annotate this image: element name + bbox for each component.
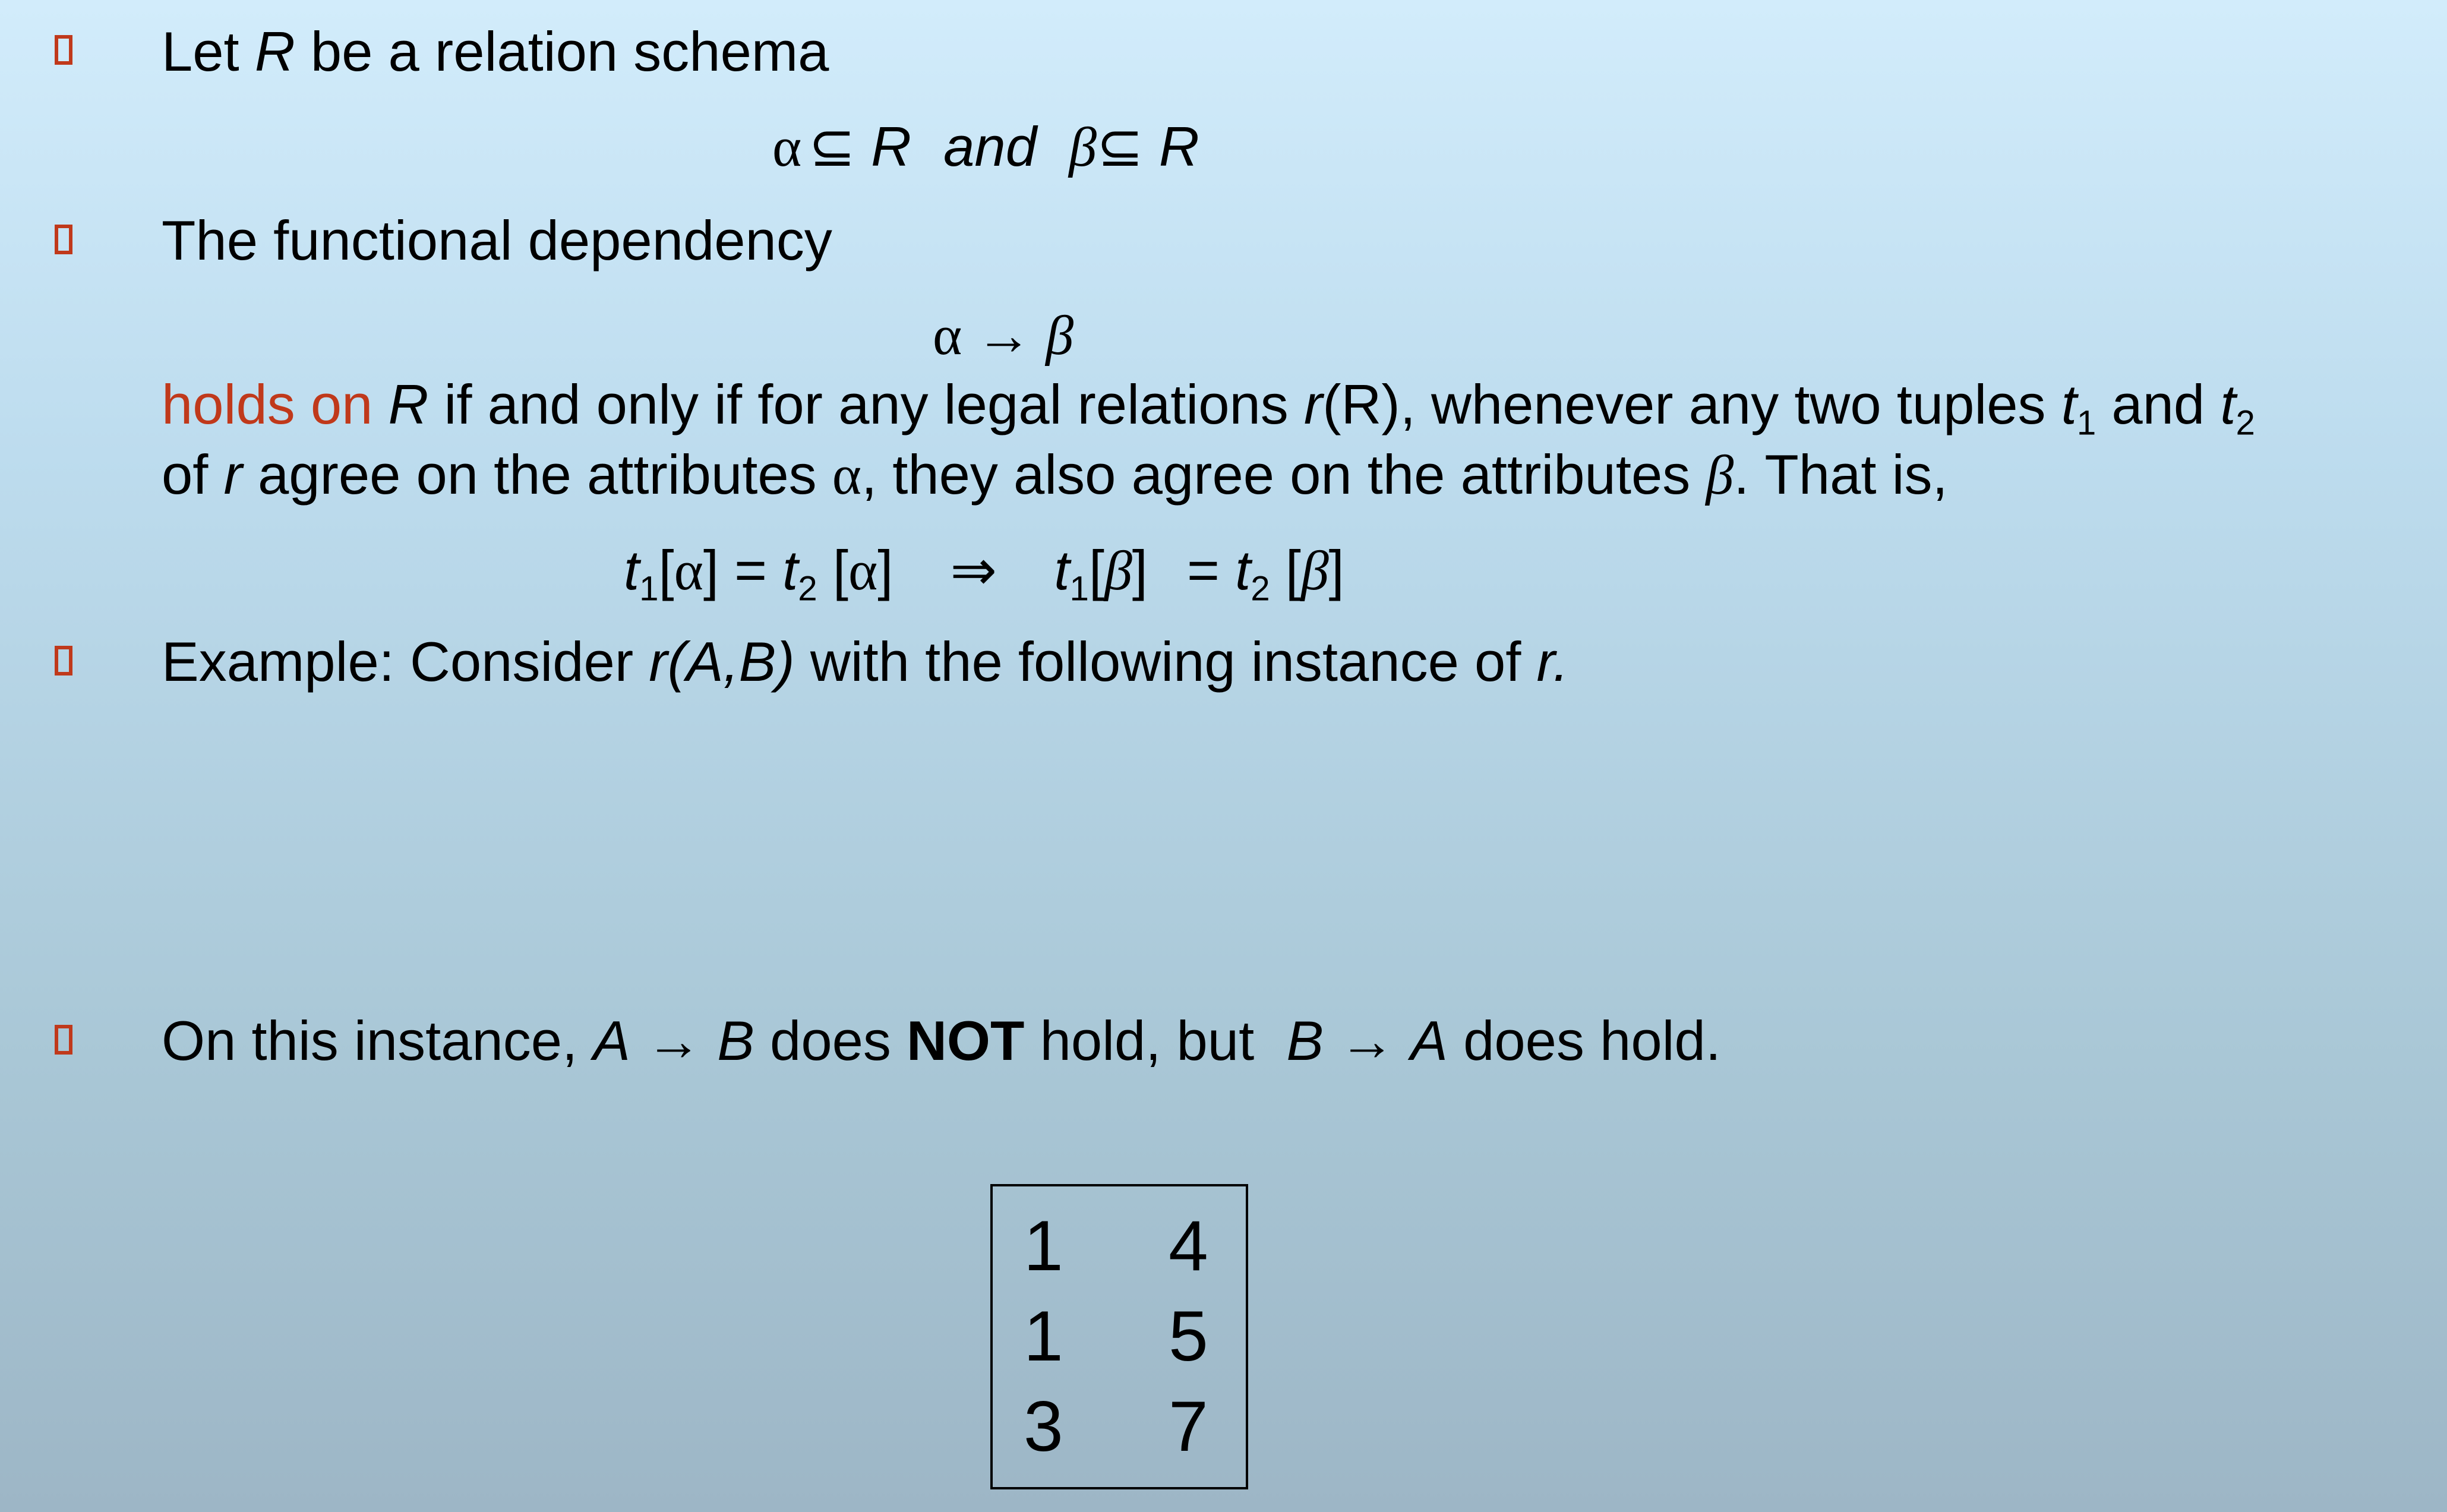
formula-tuple-condition: $t_1[\alpha] = t_2$ [α] ⇒ $t_1[\beta] = t_2$ [β] (624, 539, 1344, 608)
bullet-marker (55, 225, 72, 254)
table-cell: 1 (1024, 1206, 1063, 1286)
bullet-instance-result: On this instance, A → B does NOT hold, but B → A does hold. (162, 1009, 1721, 1072)
table-cell: 1 (1024, 1296, 1063, 1376)
relation-instance-table (990, 1184, 1248, 1489)
table-cell: 5 (1169, 1296, 1208, 1376)
definition-line-1: holds on R if and only if for any legal relations r(R), whenever any two tuples $t_1$ and $t_2$ (162, 373, 2255, 443)
formula-subset: α ⊆ R and β⊆ R (772, 115, 1199, 178)
bullet-marker (55, 1025, 72, 1055)
table-cell: 4 (1169, 1206, 1208, 1286)
table-cell: 7 (1169, 1387, 1208, 1466)
bullet-let-r: Let R be a relation schema (162, 20, 829, 83)
definition-line-2: of r agree on the attributes α, they also agree on the attributes β. That is, (162, 443, 1948, 506)
bullet-marker (55, 646, 72, 675)
bullet-example: Example: Consider r(A,B) with the following instance of r. (162, 630, 1569, 693)
bullet-marker (55, 35, 72, 65)
table-cell: 3 (1024, 1387, 1063, 1466)
bullet-functional-dependency: The functional dependency (162, 209, 832, 272)
formula-fd: α → β (933, 305, 1074, 367)
